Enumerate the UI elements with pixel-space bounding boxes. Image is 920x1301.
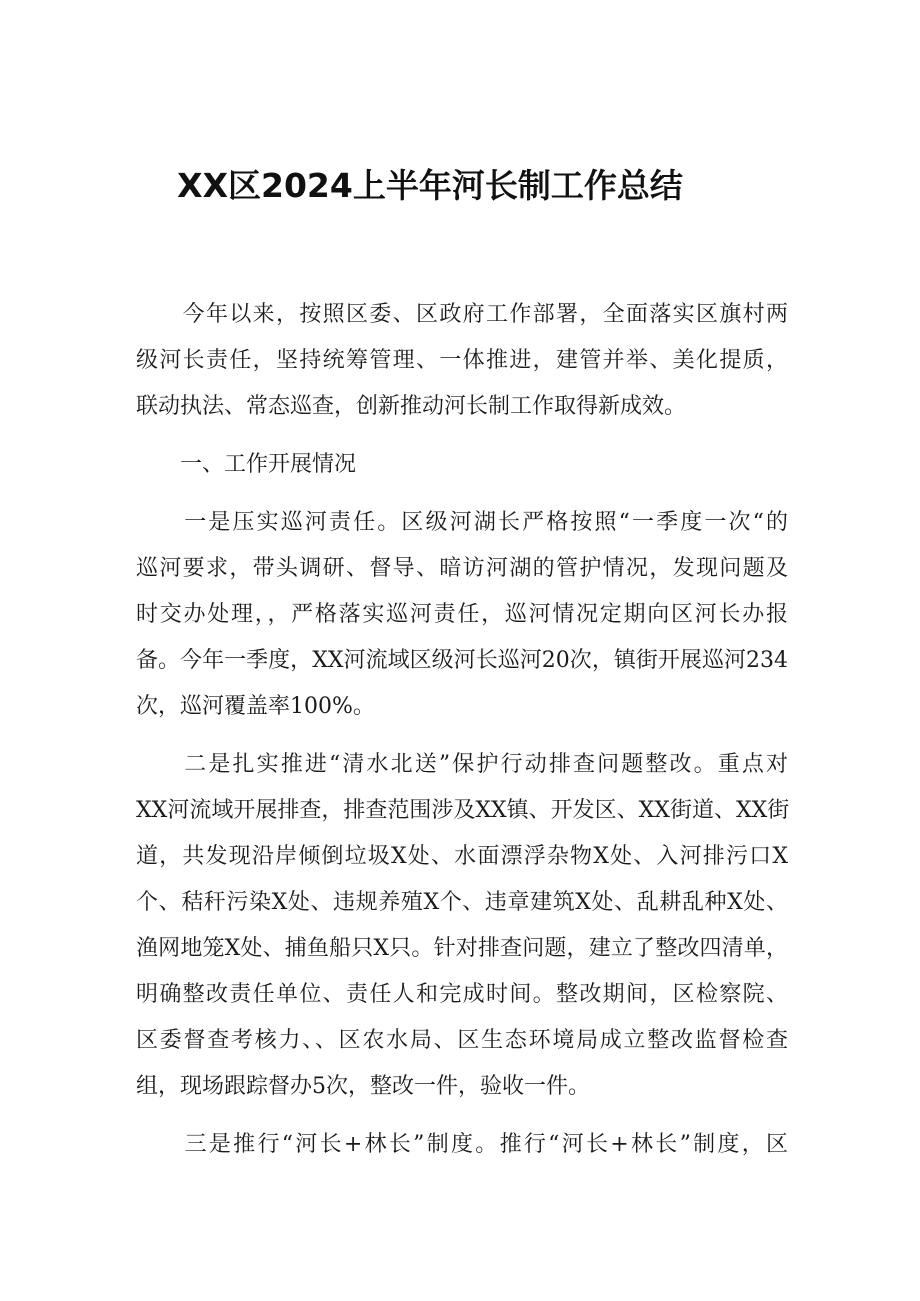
paragraph-line: 区委督查考核力、、区农水局、区生态环境局成立整改监督检查 <box>136 1028 788 1053</box>
document-title: XX区2024上半年河长制工作总结 <box>177 166 683 205</box>
section-heading: 一、工作开展情况 <box>136 452 357 477</box>
paragraph-line: 组，现场跟踪督办5次，整改一件，验收一件。 <box>136 1074 590 1099</box>
document-body <box>136 292 788 1168</box>
paragraph-line: 明确整改责任单位、责任人和完成时间。整改期间，区检察院、 <box>136 982 788 1007</box>
paragraph-line: 渔网地笼X处、捕鱼船只X只。针对排查问题，建立了整改四清单， <box>136 936 788 961</box>
paragraph-line: 个、秸秆污染X处、违规养殖X个、违章建筑X处、乱耕乱种X处、 <box>136 890 788 915</box>
paragraph-line: 次，巡河覆盖率100%。 <box>136 694 375 719</box>
paragraph-line: 一是压实巡河责任。区级河湖长严格按照“一季度一次“的 <box>136 510 788 535</box>
paragraph-line: 道，共发现沿岸倾倒垃圾X处、水面漂浮杂物X处、入河排污口X <box>136 844 788 869</box>
paragraph-line: 巡河要求，带头调研、督导、暗访河湖的管护情况，发现问题及 <box>136 556 788 581</box>
paragraph-line: 二是扎实推进“清水北送”保护行动排查问题整改。重点对 <box>136 752 788 777</box>
paragraph-line: 备。今年一季度，XX河流域区级河长巡河20次，镇街开展巡河234 <box>136 648 788 673</box>
paragraph-line: 三是推行“河长+林长”制度。推行“河长+林长”制度，区 <box>136 1132 788 1157</box>
paragraph-line: 今年以来，按照区委、区政府工作部署，全面落实区旗村两 <box>136 302 788 327</box>
paragraph-line: 时交办处理，，严格落实巡河责任，巡河情况定期向区河长办报 <box>136 602 788 627</box>
paragraph-line: 级河长责任，坚持统筹管理、一体推进，建管并举、美化提质， <box>136 348 788 373</box>
paragraph-line: 联动执法、常态巡查，创新推动河长制工作取得新成效。 <box>136 394 687 419</box>
paragraph-line: XX河流域开展排查，排查范围涉及XX镇、开发区、XX街道、XX街 <box>136 798 790 823</box>
